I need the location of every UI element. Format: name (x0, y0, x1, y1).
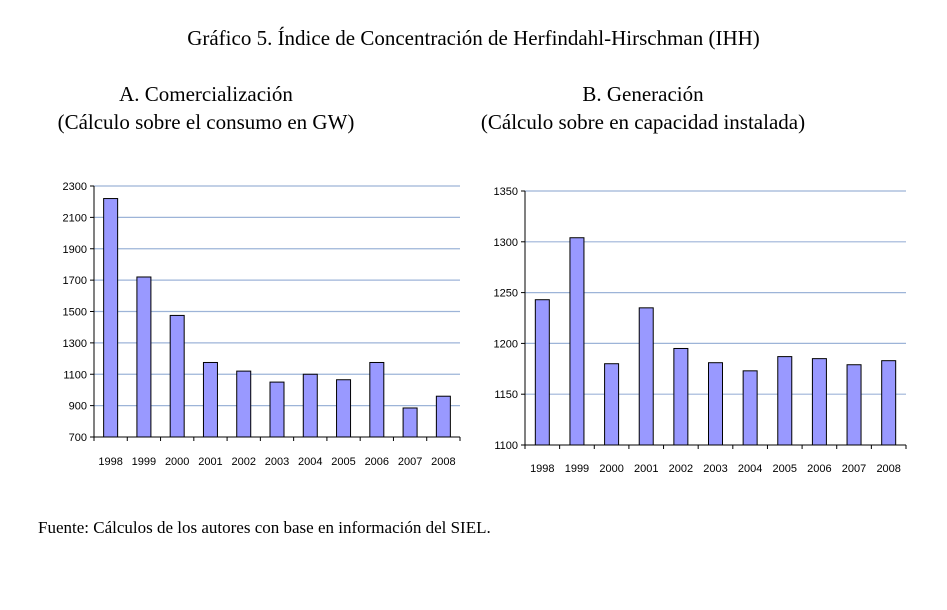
chart-a-ytick-label: 1700 (62, 275, 87, 288)
chart-a-ytick-label: 1300 (62, 337, 87, 350)
chart-b-xtick-label: 2001 (633, 463, 659, 475)
chart-a-ytick-label: 2100 (62, 212, 87, 225)
chart-a-bar (370, 362, 384, 437)
chart-a-ytick-label: 1100 (63, 369, 87, 382)
chart-a-bar (104, 199, 118, 437)
chart-b-bar (812, 359, 826, 445)
chart-b-subtitle: (Cálculo sobre en capacidad instalada) (480, 110, 806, 134)
chart-b-ytick-label: 1100 (494, 440, 518, 452)
source-note: Fuente: Cálculos de los autores con base en información del SIEL. (38, 518, 491, 537)
chart-b-xtick-label: 2007 (841, 463, 867, 475)
chart-a-bar (137, 277, 151, 437)
chart-b-generacion (494, 186, 906, 475)
chart-a-ytick-label: 1900 (62, 243, 87, 256)
chart-a-xtick-label: 1999 (131, 456, 157, 468)
chart-a-bar (237, 371, 251, 437)
chart-a-bar (170, 315, 184, 437)
chart-a-xtick-label: 2003 (264, 456, 290, 468)
chart-a-bar (270, 382, 284, 437)
chart-b-ytick-label: 1200 (493, 338, 518, 351)
chart-a-xtick-label: 2007 (397, 456, 423, 468)
chart-b-bar (605, 364, 619, 445)
chart-b-bar (639, 308, 653, 445)
chart-b-xtick-label: 2002 (668, 463, 694, 475)
chart-b-ytick-label: 1150 (494, 389, 518, 402)
chart-b-xtick-label: 2000 (599, 463, 624, 475)
chart-a-subtitle: (Cálculo sobre el consumo en GW) (57, 110, 355, 134)
chart-b-xtick-label: 2006 (807, 463, 832, 475)
chart-b-xtick-label: 2008 (876, 463, 901, 475)
chart-a-title: A. Comercialización (119, 82, 293, 106)
chart-a-xtick-label: 2001 (198, 456, 223, 468)
chart-a-xtick-label: 1998 (98, 456, 123, 468)
chart-a-ytick-label: 700 (68, 432, 87, 444)
chart-a-xtick-label: 2005 (331, 456, 356, 468)
chart-a-comercializacion (63, 181, 460, 468)
chart-a-ytick-label: 1500 (62, 306, 87, 319)
chart-b-xtick-label: 2004 (737, 463, 763, 475)
chart-a-ytick-label: 900 (68, 400, 87, 413)
figure-title: Gráfico 5. Índice de Concentración de Herfindahl-Hirschman (IHH) (187, 26, 760, 50)
chart-b-xtick-label: 2005 (772, 463, 798, 475)
chart-a-bar (203, 362, 217, 437)
chart-b-ytick-label: 1350 (493, 186, 518, 198)
chart-b-bar (535, 300, 549, 445)
chart-a-bar (403, 408, 417, 437)
chart-b-bar (847, 365, 861, 445)
chart-b-xtick-label: 1998 (530, 463, 555, 475)
chart-a-xtick-label: 2006 (364, 456, 390, 468)
chart-a-xtick-label: 2008 (431, 456, 456, 468)
chart-b-xtick-label: 2003 (703, 463, 728, 475)
chart-b-title: B. Generación (582, 82, 704, 106)
chart-b-bar (743, 371, 757, 445)
chart-b-ytick-label: 1300 (493, 236, 518, 249)
chart-b-ytick-label: 1250 (493, 287, 518, 300)
chart-a-bar (303, 374, 317, 437)
chart-b-bar (709, 363, 723, 445)
chart-a-xtick-label: 2000 (164, 456, 190, 468)
chart-b-bar (778, 357, 792, 445)
chart-a-xtick-label: 2002 (231, 456, 256, 468)
chart-a-bar (337, 380, 351, 437)
chart-a-ytick-label: 2300 (62, 181, 87, 193)
chart-b-bar (882, 361, 896, 445)
chart-a-xtick-label: 2004 (298, 456, 323, 468)
chart-b-bar (570, 238, 584, 445)
chart-b-xtick-label: 1999 (564, 463, 590, 475)
chart-b-bar (674, 348, 688, 445)
chart-a-bar (436, 396, 450, 437)
